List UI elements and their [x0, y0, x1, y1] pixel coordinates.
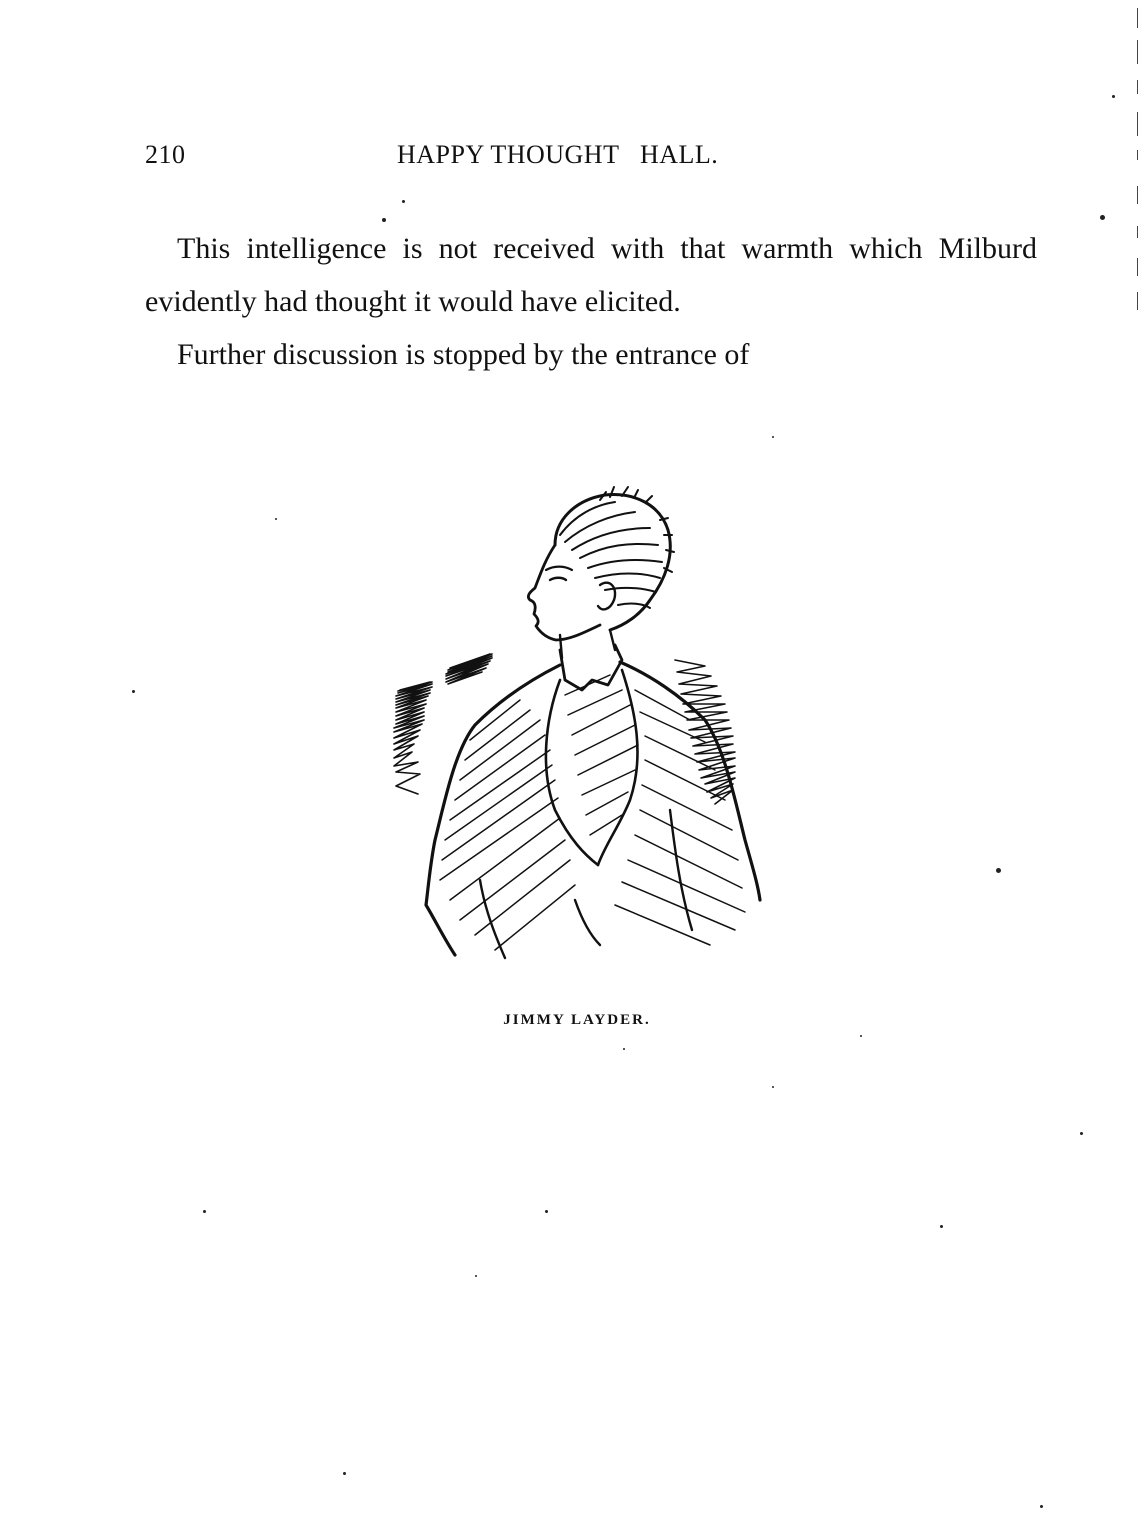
paragraph-2: Further discussion is stopped by the entrance of: [177, 338, 750, 371]
coat-fold-left: [480, 880, 505, 958]
page-edge-marks: [1134, 0, 1142, 340]
coat-fold-mid: [575, 900, 600, 945]
hatch-left: [394, 682, 432, 794]
lapel-right: [598, 670, 638, 865]
coat-outline-right: [620, 662, 760, 900]
page-number: 210: [145, 140, 186, 169]
face-profile: [528, 545, 600, 640]
running-title: HAPPY THOUGHT HALL.: [397, 140, 719, 169]
body-text: [145, 222, 1037, 381]
ear: [598, 583, 615, 610]
brow: [546, 567, 572, 570]
coat-fold-right: [670, 810, 692, 930]
illustration-jimmy-layder: [360, 480, 810, 980]
running-head: [145, 140, 785, 180]
lapel-left: [546, 680, 598, 865]
hatch-left-inner: [446, 654, 492, 684]
portrait-engraving: [360, 480, 810, 980]
figure-caption: JIMMY LAYDER.: [503, 1012, 651, 1028]
eye: [550, 578, 566, 580]
paragraph-1: This intelligence is not received with that warmth which Milburd evidently had thought it would have elicited.: [145, 232, 1037, 318]
neck: [560, 630, 615, 658]
